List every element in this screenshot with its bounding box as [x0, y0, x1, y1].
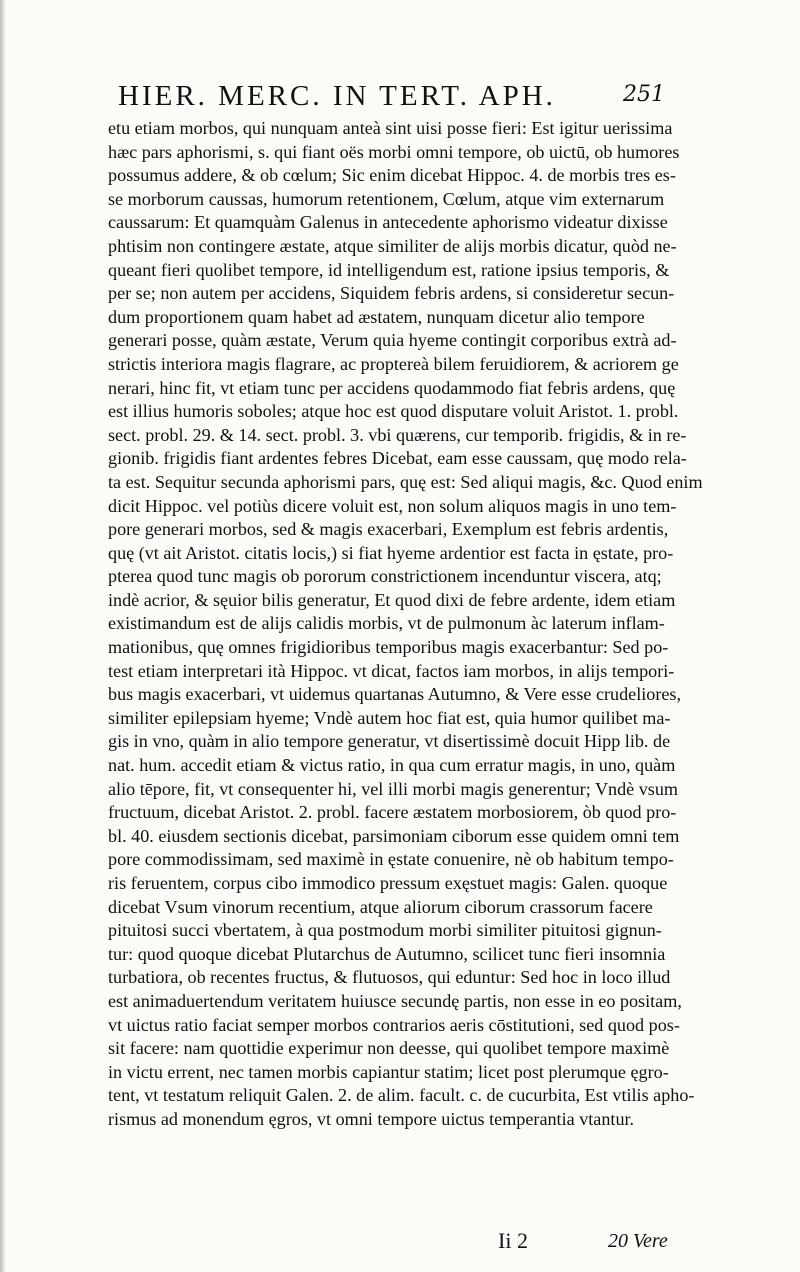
- text-line: pore generari morbos, sed & magis exacerbari, Exemplum est febris ardentis,: [108, 519, 669, 540]
- text-line: se morborum caussas, humorum retentionem, Cœlum, atque vim externarum: [108, 188, 665, 209]
- text-line: sit facere: nam quottidie experimur non deesse, qui quolibet tempore maximè: [108, 1038, 670, 1059]
- catchword: 20 Vere: [608, 1230, 668, 1252]
- text-line: caussarum: Et quamquàm Galenus in antecedente aphorismo videatur dixisse: [108, 212, 668, 233]
- text-line: nat. hum. accedit etiam & victus ratio, in qua cum erratur magis, in uno, quàm: [108, 755, 676, 776]
- page-number: 251: [623, 82, 665, 107]
- text-line: pterea quod tunc magis ob pororum constrictionem incenduntur viscera, atq;: [108, 566, 662, 587]
- text-line: tur: quod quoque dicebat Plutarchus de Autumno, scilicet tunc fieri insomnia: [108, 943, 666, 964]
- text-line: gionib. frigidis fiant ardentes febres Dicebat, eam esse caussam, quę modo rela-: [108, 448, 687, 469]
- text-line: test etiam interpretari ità Hippoc. vt dicat, factos iam morbos, in alijs tempori-: [108, 660, 675, 681]
- text-line: turbatiora, ob recentes fructus, & flutuosos, qui eduntur: Sed hoc in loco illud: [108, 967, 671, 988]
- text-line: alio tēpore, fit, vt consequenter hi, vel illi morbi magis generentur; Vndè vsum: [108, 778, 679, 799]
- text-line: pituitosi succi vbertatem, à qua postmodum morbi similiter pituitosi gignun-: [108, 920, 662, 941]
- body-text: [108, 117, 708, 1132]
- text-line: per se; non autem per accidens, Siquidem febris ardens, si consideretur secun-: [108, 283, 675, 304]
- text-line: sect. probl. 29. & 14. sect. probl. 3. vbi quærens, cur temporib. frigidis, & in re-: [108, 424, 687, 445]
- text-line: ta est. Sequitur secunda aphorismi pars, quę est: Sed aliqui magis, &c. Quod enim: [108, 471, 703, 492]
- page-footer: [498, 1228, 718, 1258]
- text-line: dicebat Vsum vinorum recentium, atque aliorum ciborum crassorum facere: [108, 896, 653, 917]
- text-line: indè acrior, & sęuior bilis generatur, Et quod dixi de febre ardente, idem etiam: [108, 589, 676, 610]
- text-line: bl. 40. eiusdem sectionis dicebat, parsimoniam ciborum esse quidem omni tem: [108, 825, 680, 846]
- text-line: hæc pars aphorismi, s. qui fiant oës morbi omni tempore, ob uictū, ob humores: [108, 141, 680, 162]
- signature-mark: Ii 2: [498, 1228, 528, 1253]
- text-line: quę (vt ait Aristot. citatis locis,) si fiat hyeme ardentior est facta in ęstate, pro-: [108, 542, 674, 563]
- text-line: etu etiam morbos, qui nunquam anteà sint uisi posse fieri: Est igitur uerissima: [108, 118, 673, 138]
- text-line: possumus addere, & ob cœlum; Sic enim dicebat Hippoc. 4. de morbis tres es-: [108, 165, 676, 186]
- text-line: est animaduertendum veritatem huiusce secundę partis, non esse in eo positam,: [108, 990, 682, 1011]
- text-line: similiter epilepsiam hyeme; Vndè autem hoc fiat est, quia humor quilibet ma-: [108, 707, 671, 728]
- text-line: strictis interiora magis flagrare, ac proptereà bilem feruidiorem, & acriorem ge: [108, 353, 679, 374]
- text-line: existimandum est de alijs calidis morbis, vt de pulmonum àc laterum inflam-: [108, 613, 665, 634]
- text-line: queant fieri quolibet tempore, id intelligendum est, ratione ipsius temporis, &: [108, 259, 670, 280]
- text-line: dicit Hippoc. vel potiùs dicere voluit est, non solum aliquos magis in uno tem-: [108, 495, 677, 516]
- text-line: mationibus, quę omnes frigidioribus temporibus magis exacerbantur: Sed po-: [108, 637, 669, 658]
- text-line: bus magis exacerbari, vt uidemus quartanas Autumno, & Vere esse crudeliores,: [108, 684, 682, 705]
- text-line: rismus ad monendum ęgros, vt omni tempore uictus temperantia vtantur.: [108, 1108, 635, 1129]
- text-line: nerari, hinc fit, vt etiam tunc per accidens quodammodo fiat febris ardens, quę: [108, 377, 676, 398]
- text-line: phtisim non contingere æstate, atque similiter de alijs morbis dicatur, quòd ne-: [108, 235, 677, 256]
- text-line: gis in vno, quàm in alio tempore generatur, vt disertissimè docuit Hipp lib. de: [108, 731, 671, 752]
- text-line: vt uictus ratio faciat semper morbos contrarios aeris cōstitutioni, sed quod pos-: [108, 1014, 680, 1035]
- text-line: fructuum, dicebat Aristot. 2. probl. facere æstatem morbosiorem, òb quod pro-: [108, 802, 677, 823]
- text-line: in victu errent, nec tamen morbis capiantur statim; licet post plerumque ęgro-: [108, 1061, 669, 1082]
- text-line: ris feruentem, corpus cibo immodico pressum exęstuet magis: Galen. quoque: [108, 873, 668, 893]
- running-title: HIER. MERC. IN TERT. APH.: [118, 80, 556, 112]
- text-line: tent, vt testatum reliquit Galen. 2. de alim. facult. c. de cucurbita, Est vtilis apho-: [108, 1085, 695, 1106]
- text-line: dum proportionem quam habet ad æstatem, nunquam dicetur alio tempore: [108, 306, 645, 327]
- text-line: generari posse, quàm æstate, Verum quia hyeme contingit corporibus extrà ad-: [108, 330, 677, 351]
- page-header: [118, 80, 718, 116]
- text-line: est illius humoris soboles; atque hoc est quod disputare voluit Aristot. 1. probl.: [108, 401, 679, 422]
- page-gutter-shadow: [0, 0, 6, 1272]
- text-line: pore commodissimam, sed maximè in ęstate conuenire, nè ob habitum tempo-: [108, 849, 674, 870]
